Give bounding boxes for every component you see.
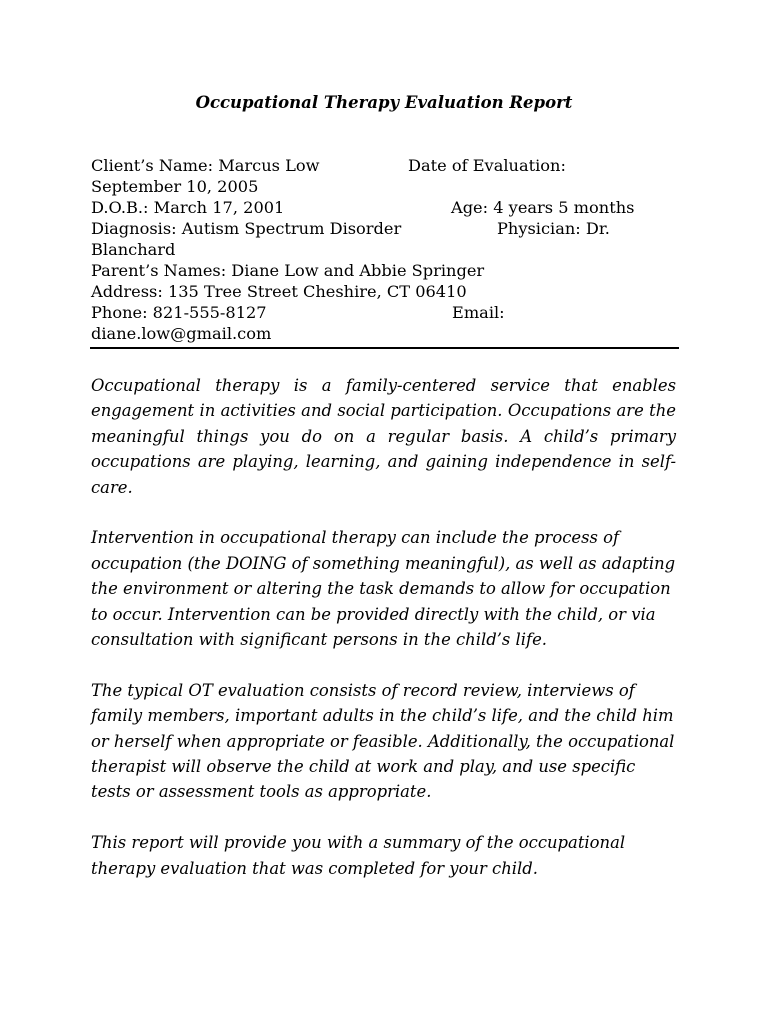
client-name: Client’s Name: Marcus Low xyxy=(91,156,320,175)
phone-line xyxy=(91,302,679,323)
evaluation-date-label: Date of Evaluation: xyxy=(408,156,566,175)
report-body xyxy=(91,373,676,906)
physician-label: Physician: Dr. xyxy=(497,219,610,238)
paragraph-evaluation: The typical OT evaluation consists of record review, interviews of family members, important adults in the child’s life, and the child him or herself when appropriate or feasible. Additionally, the occupational therapist will observe the child at work and play, and use specific tests or assessment tools as appropriate. xyxy=(91,680,675,802)
report-title: Occupational Therapy Evaluation Report xyxy=(195,93,573,112)
physician-line xyxy=(91,239,679,260)
client-info-block xyxy=(91,155,679,344)
evaluation-date-value: September 10, 2005 xyxy=(91,177,259,196)
physician-name: Blanchard xyxy=(91,240,176,259)
age: Age: 4 years 5 months xyxy=(451,198,635,217)
address: Address: 135 Tree Street Cheshire, CT 06410 xyxy=(91,282,467,301)
phone: Phone: 821-555-8127 xyxy=(91,303,267,322)
paragraph-summary: This report will provide you with a summary of the occupational therapy evaluation that was completed for your child. xyxy=(91,833,626,878)
email-line xyxy=(91,323,679,344)
address-line xyxy=(91,281,679,302)
paragraph-intervention: Intervention in occupational therapy can include the process of occupation (the DOING of something meaningful), as well as adapting the environment or altering the task demands to allow for occupation to occur. Intervention can be provided directly with the child, or via consultation with significant persons in the child’s life. xyxy=(91,528,676,650)
parents-line xyxy=(91,260,679,281)
dob: D.O.B.: March 17, 2001 xyxy=(91,198,285,217)
evaluation-date-line xyxy=(91,176,679,197)
diagnosis: Diagnosis: Autism Spectrum Disorder xyxy=(91,219,402,238)
client-name-line xyxy=(91,155,679,176)
diagnosis-line xyxy=(91,218,679,239)
header-divider xyxy=(90,347,679,349)
email-value: diane.low@gmail.com xyxy=(91,324,272,343)
dob-line xyxy=(91,197,679,218)
parent-names: Parent’s Names: Diane Low and Abbie Springer xyxy=(91,261,485,280)
paragraph-ot-definition: Occupational therapy is a family-centered service that enables engagement in activities and social participation. Occupations are the meaningful things you do on a regular basis. A child’s primary occupations are playing, learning, and gaining independence in self-care. xyxy=(91,376,676,497)
email-label: Email: xyxy=(452,303,505,322)
